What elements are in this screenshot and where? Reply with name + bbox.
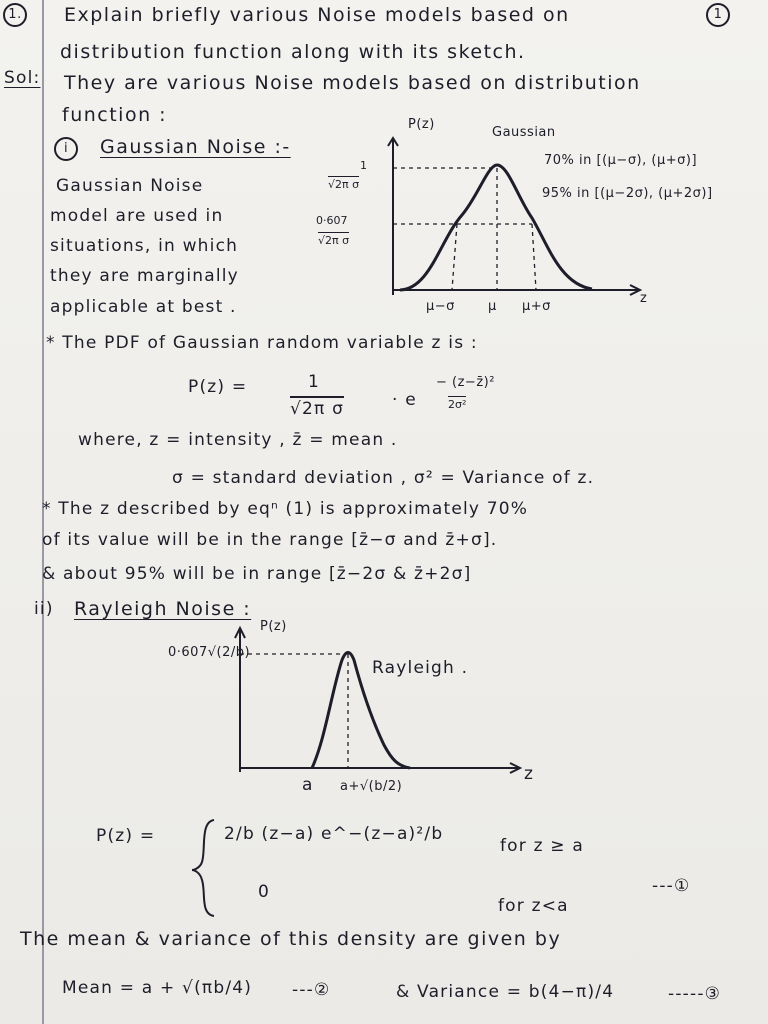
gaussian-x-label: z	[640, 291, 648, 306]
gaussian-formula-den: √2π σ	[290, 396, 344, 418]
rayleigh-formula-lhs: P(z) =	[96, 826, 156, 846]
gaussian-desc-line: applicable at best .	[50, 297, 237, 317]
rayleigh-case-1-cond: for z ≥ a	[500, 836, 584, 856]
question-line-2: distribution function along with its sketch.	[60, 41, 526, 63]
rayleigh-case-2: 0	[258, 882, 271, 902]
gaussian-where-1: where, z = intensity , z̄ = mean .	[78, 430, 398, 450]
solution-label: Sol:	[4, 68, 41, 88]
rayleigh-mean-ref: ---②	[292, 980, 331, 1000]
rayleigh-mean: Mean = a + √(πb/4)	[62, 978, 253, 998]
gaussian-where-2: σ = standard deviation , σ² = Variance of z.	[172, 468, 595, 488]
gaussian-index: i	[54, 137, 78, 161]
rayleigh-eq-ref: ---①	[652, 876, 691, 896]
marks-circle: 1	[706, 3, 730, 27]
gaussian-note-2: of its value will be in the range [z̄−σ and z̄+σ].	[42, 530, 498, 550]
gaussian-y-tick-1-num: 1	[360, 159, 367, 172]
rayleigh-x-tick-peak: a+√(b/2)	[340, 779, 403, 794]
gaussian-formula-num: 1	[308, 372, 321, 392]
gaussian-y-label: P(z)	[408, 117, 435, 132]
gaussian-formula-e: · e	[392, 390, 417, 410]
gaussian-desc-line: model are used in	[50, 206, 224, 226]
gaussian-note-3: & about 95% will be in range [z̄−2σ & z̄+2σ]	[42, 564, 472, 584]
rayleigh-y-tick: 0·607√(2/b)	[168, 645, 251, 660]
solution-intro-1: They are various Noise models based on distribution	[64, 72, 641, 94]
gaussian-heading: Gaussian Noise :-	[100, 136, 291, 158]
gaussian-note-95: 95% in [(μ−2σ), (μ+2σ)]	[542, 186, 713, 201]
gaussian-x-tick: μ+σ	[522, 299, 551, 314]
gaussian-formula-exp-den: 2σ²	[448, 398, 467, 411]
question-line-1: Explain briefly various Noise models based on	[64, 4, 570, 26]
gaussian-formula-lhs: P(z) =	[188, 377, 248, 397]
gaussian-y-tick-1-den: √2π σ	[328, 178, 360, 191]
gaussian-formula-exp-num: − (z−z̄)²	[436, 375, 495, 390]
rayleigh-index: ii)	[34, 599, 54, 619]
gaussian-note-70: 70% in [(μ−σ), (μ+σ)]	[544, 153, 698, 168]
rayleigh-x-tick-a: a	[302, 775, 314, 795]
rayleigh-y-label: P(z)	[260, 619, 287, 634]
rayleigh-heading: Rayleigh Noise :	[74, 598, 252, 620]
gaussian-curve-label: Gaussian	[492, 125, 556, 140]
gaussian-desc-line: situations, in which	[50, 236, 239, 256]
rayleigh-variance-ref: -----③	[668, 984, 722, 1004]
gaussian-desc-line: they are marginally	[50, 266, 239, 286]
gaussian-y-tick-2-den: √2π σ	[318, 234, 350, 247]
gaussian-x-tick: μ	[488, 299, 497, 314]
gaussian-y-tick-2-num: 0·607	[316, 214, 348, 227]
solution-intro-2: function :	[62, 104, 168, 126]
rayleigh-x-label: z	[524, 764, 535, 784]
gaussian-desc-line: Gaussian Noise	[56, 176, 204, 196]
rayleigh-variance: & Variance = b(4−π)/4	[396, 982, 615, 1002]
rayleigh-curve-label: Rayleigh .	[372, 658, 469, 678]
gaussian-pdf-intro: * The PDF of Gaussian random variable z is :	[46, 333, 478, 353]
rayleigh-case-1: 2/b (z−a) e^−(z−a)²/b	[224, 824, 444, 844]
gaussian-x-tick: μ−σ	[426, 299, 455, 314]
gaussian-note-1: * The z described by eqⁿ (1) is approximately 70%	[42, 499, 529, 519]
rayleigh-mean-var-text: The mean & variance of this density are given by	[20, 928, 562, 950]
question-number: 1.	[3, 3, 27, 27]
rayleigh-case-2-cond: for z<a	[498, 896, 569, 916]
